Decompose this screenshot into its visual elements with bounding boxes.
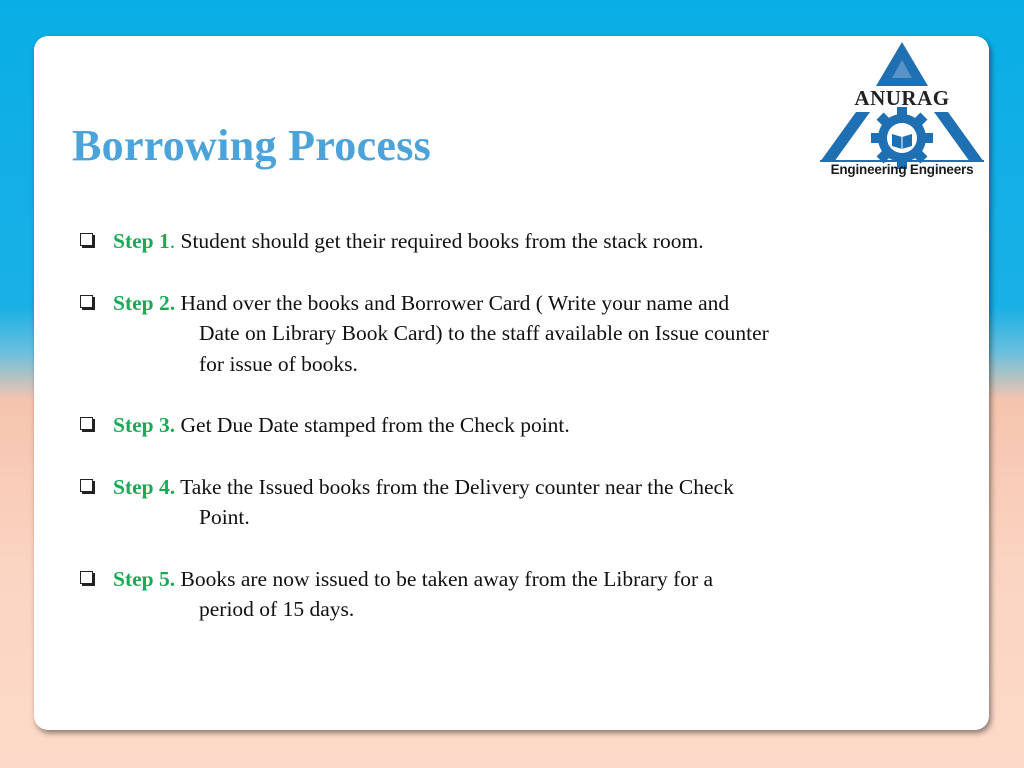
step-text-continuation: Point.: [199, 505, 250, 529]
checkbox-bullet-icon: [80, 571, 93, 584]
step-text: Take the Issued books from the Delivery counter near the Check: [175, 474, 734, 499]
list-item-step-2: [80, 288, 940, 380]
slide-title: Borrowing Process: [72, 121, 432, 170]
logo-tagline: Engineering Engineers: [830, 162, 974, 177]
step-separator: .: [169, 229, 176, 253]
list-item-step-3: [80, 410, 940, 441]
step-label: Step 4.: [113, 474, 176, 499]
step-label: Step 5.: [113, 566, 176, 591]
step-text-continuation: period of 15 days.: [199, 597, 355, 621]
list-item-step-5: [80, 564, 940, 625]
step-text: Hand over the books and Borrower Card ( Write your name and: [175, 290, 730, 315]
list-item-step-1: [80, 226, 940, 257]
step-label: Step 2.: [113, 290, 176, 315]
checkbox-bullet-icon: [80, 479, 93, 492]
step-text-continuation: Date on Library Book Card) to the staff available on Issue counter: [199, 321, 769, 345]
checkbox-bullet-icon: [80, 295, 93, 308]
anurag-logo: [818, 40, 986, 186]
step-text: Books are now issued to be taken away from the Library for a: [175, 566, 714, 591]
step-label: Step 1: [113, 229, 170, 253]
list-item-step-4: [80, 472, 940, 533]
step-text: Get Due Date stamped from the Check point.: [175, 413, 570, 437]
steps-list: [80, 226, 940, 656]
step-label: Step 3.: [113, 413, 176, 437]
logo-wordmark: ANURAG: [854, 86, 950, 110]
checkbox-bullet-icon: [80, 233, 93, 246]
step-text: Student should get their required books from the stack room.: [175, 229, 704, 253]
checkbox-bullet-icon: [80, 417, 93, 430]
step-text-continuation: for issue of books.: [199, 351, 358, 376]
